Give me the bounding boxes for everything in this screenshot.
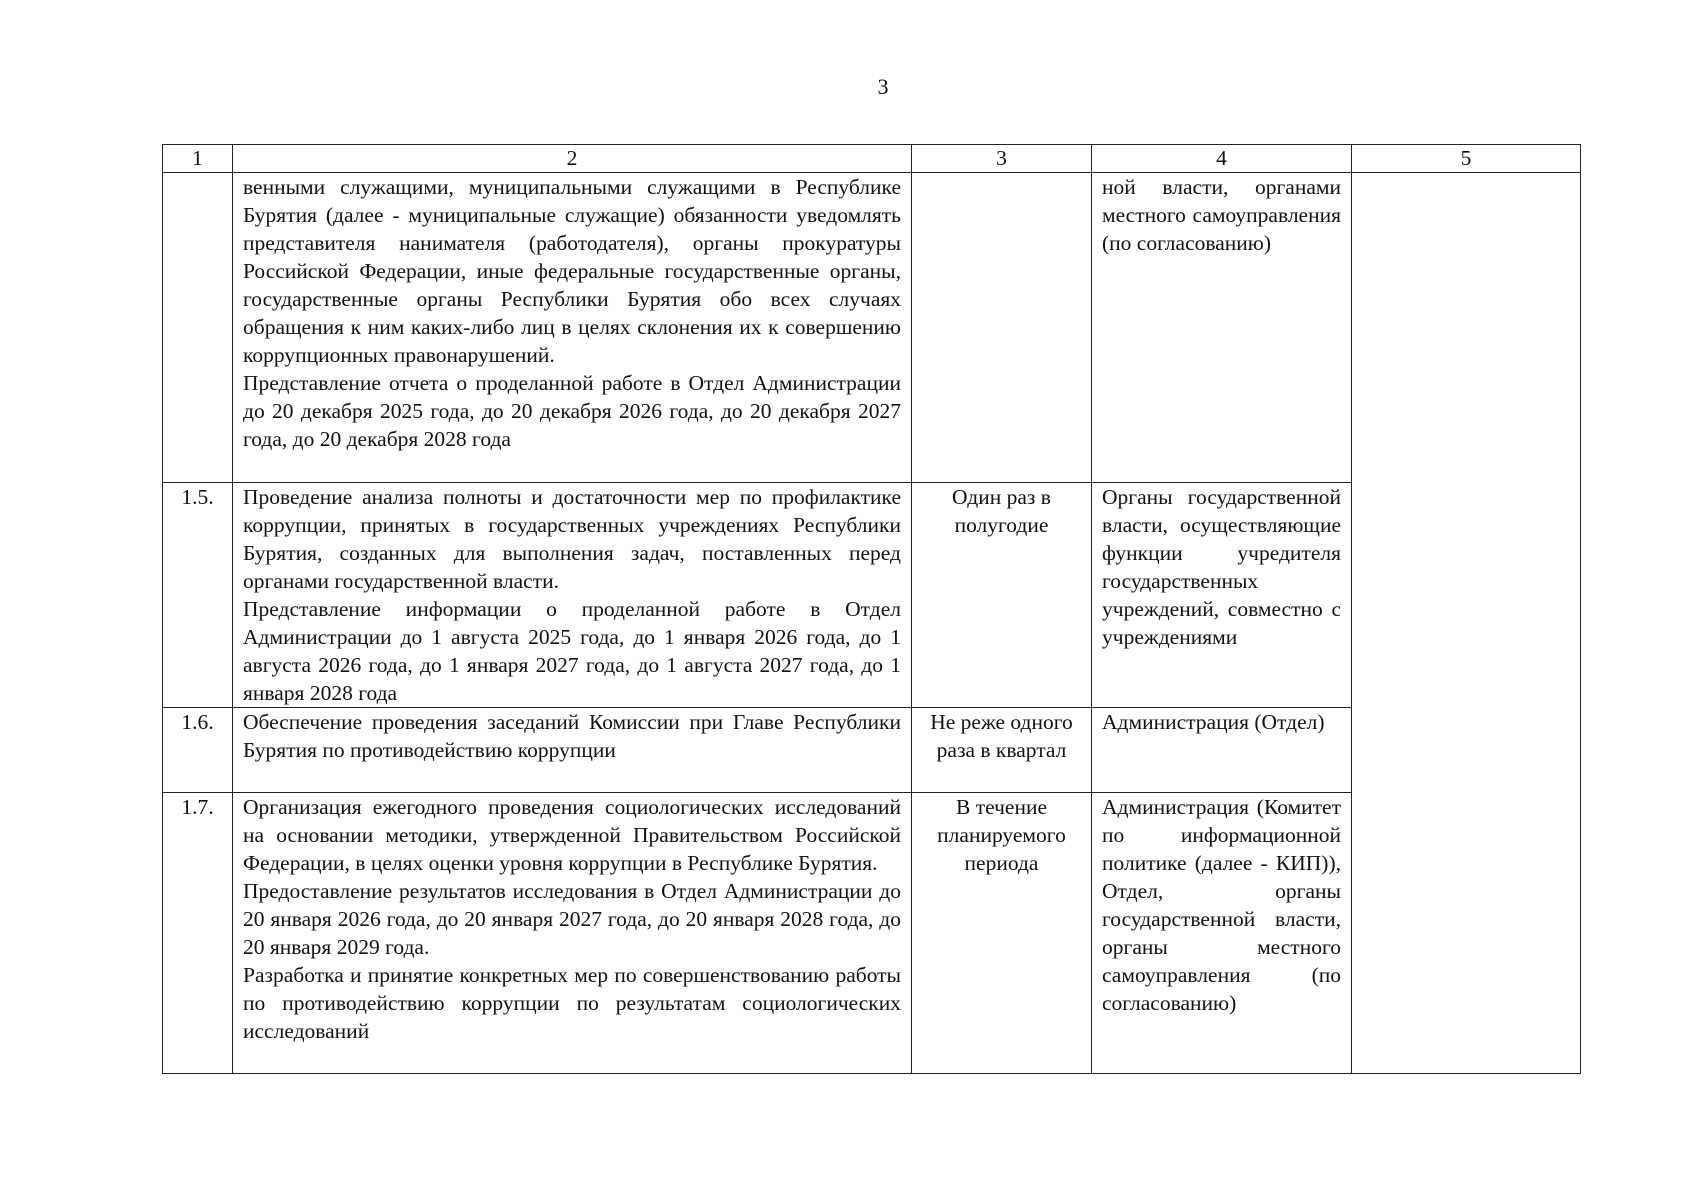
measure-description (233, 173, 912, 483)
header-col-1: 1 (163, 145, 233, 173)
header-col-2: 2 (233, 145, 912, 173)
description-paragraph: Организация ежегодного проведения социологических исследований на основании методики, утвержденной Правительством Российской Федерации, в целях оценки уровня коррупции в Республике Бурятия. (243, 795, 901, 875)
header-col-5: 5 (1352, 145, 1581, 173)
description-paragraph: Представление отчета о проделанной работе в Отдел Администрации до 20 декабря 2025 года, до 20 декабря 2026 года, до 20 декабря 2027 года, до 20 декабря 2028 года (243, 371, 901, 451)
row-number: 1.7. (163, 793, 233, 1074)
header-col-3: 3 (912, 145, 1092, 173)
measure-responsible: Органы государственной власти, осуществляющие функции учредителя государственных учреждений, совместно с учреждениями (1092, 483, 1352, 708)
description-paragraph: Обеспечение проведения заседаний Комиссии при Главе Республики Бурятия по противодействию коррупции (243, 710, 901, 762)
measure-description (233, 483, 912, 708)
row-number (163, 173, 233, 483)
description-paragraph: венными служащими, муниципальными служащими в Республике Бурятия (далее - муниципальные служащие) обязанности уведомлять представителя нанимателя (работодателя), органы прокуратуры Российской Федерации, иные федеральные государственные органы, государственные органы Республики Бурятия обо всех случаях обращения к ним каких-либо лиц в целях склонения их к совершению коррупционных правонарушений. (243, 175, 901, 367)
row-number: 1.5. (163, 483, 233, 708)
header-row (163, 145, 1581, 173)
measure-responsible: Администрация (Комитет по информационной политике (далее - КИП)), Отдел, органы государственной власти, органы местного самоуправления (по согласованию) (1092, 793, 1352, 1074)
measure-period (912, 173, 1092, 483)
table-body (163, 173, 1581, 1074)
page-number: 3 (877, 74, 889, 99)
measure-responsible: Администрация (Отдел) (1092, 708, 1352, 793)
measures-table (162, 144, 1581, 1074)
measure-description (233, 708, 912, 793)
description-paragraph: Проведение анализа полноты и достаточности мер по профилактике коррупции, принятых в государственных учреждениях Республики Бурятия, созданных для выполнения задач, поставленных перед органами государственной власти. (243, 485, 901, 593)
description-paragraph: Представление информации о проделанной работе в Отдел Администрации до 1 августа 2025 года, до 1 января 2026 года, до 1 августа 2026 года, до 1 января 2027 года, до 1 августа 2027 года, до 1 января 2028 года (243, 597, 901, 705)
measure-period: Один раз в полугодие (912, 483, 1092, 708)
measure-period: В течение планируемого периода (912, 793, 1092, 1074)
header-col-4: 4 (1092, 145, 1352, 173)
measure-responsible: ной власти, органами местного самоуправления (по согласованию) (1092, 173, 1352, 483)
table-row (163, 173, 1581, 483)
row-number: 1.6. (163, 708, 233, 793)
measure-period: Не реже одного раза в квартал (912, 708, 1092, 793)
description-paragraph: Предоставление результатов исследования в Отдел Администрации до 20 января 2026 года, до 20 января 2027 года, до 20 января 2028 года, до 20 января 2029 года. (243, 879, 901, 959)
description-paragraph: Разработка и принятие конкретных мер по совершенствованию работы по противодействию коррупции по результатам социологических исследований (243, 963, 901, 1043)
table-header (163, 145, 1581, 173)
notes-cell (1352, 173, 1581, 1074)
measure-description (233, 793, 912, 1074)
